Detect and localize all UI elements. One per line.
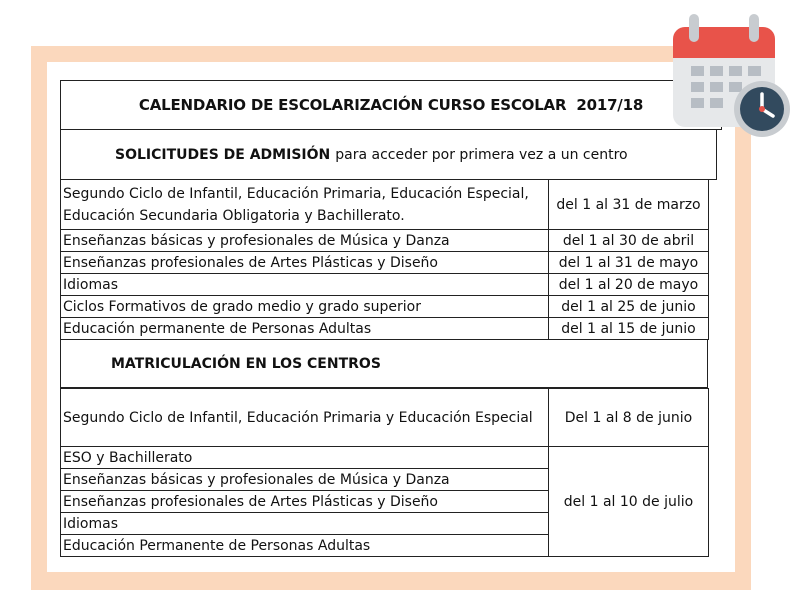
row-label: Enseñanzas básicas y profesionales de Música y Danza: [61, 469, 549, 491]
row-date: del 1 al 31 de marzo: [549, 180, 709, 230]
row-date: del 1 al 30 de abril: [549, 230, 709, 252]
row-label-line2: Educación Secundaria Obligatoria y Bachillerato.: [63, 207, 405, 224]
row-label: Enseñanzas profesionales de Artes Plásticas y Diseño: [61, 252, 549, 274]
row-label: Idiomas: [61, 274, 549, 296]
solicitudes-heading: [60, 130, 717, 180]
matriculacion-heading: [60, 340, 708, 388]
matriculacion-heading-text: MATRICULACIÓN EN LOS CENTROS: [111, 355, 381, 372]
row-date: del 1 al 31 de mayo: [549, 252, 709, 274]
table-row: [61, 318, 709, 340]
table-row: [61, 252, 709, 274]
row-label: ESO y Bachillerato: [61, 447, 549, 469]
table-row: [61, 180, 709, 230]
row-label: Enseñanzas profesionales de Artes Plásticas y Diseño: [61, 491, 549, 513]
table-row: [61, 274, 709, 296]
calendar-clock-icon: [669, 12, 794, 142]
row-label: Idiomas: [61, 513, 549, 535]
table-row: [61, 296, 709, 318]
row-date: del 1 al 15 de junio: [549, 318, 709, 340]
solicitudes-table: [60, 179, 709, 340]
title-text: CALENDARIO DE ESCOLARIZACIÓN CURSO ESCOLAR 2017/18: [138, 96, 644, 114]
row-label: Educación Permanente de Personas Adultas: [61, 535, 549, 557]
row-date: del 1 al 25 de junio: [549, 296, 709, 318]
row-label-line1: Segundo Ciclo de Infantil, Educación Primaria, Educación Especial,: [63, 185, 529, 202]
solicitudes-heading-bold: SOLICITUDES DE ADMISIÓN: [115, 146, 331, 163]
row-label: Educación permanente de Personas Adultas: [61, 318, 549, 340]
row-label: Ciclos Formativos de grado medio y grado superior: [61, 296, 549, 318]
matriculacion-table: [60, 388, 709, 557]
table-row: [61, 447, 709, 469]
page-title: [60, 80, 722, 130]
group-date: del 1 al 10 de julio: [549, 447, 709, 557]
row-date: Del 1 al 8 de junio: [549, 389, 709, 447]
solicitudes-heading-rest: para acceder por primera vez a un centro: [335, 146, 628, 163]
table-row: [61, 230, 709, 252]
row-label: [61, 180, 549, 230]
row-label: Enseñanzas básicas y profesionales de Música y Danza: [61, 230, 549, 252]
table-row: [61, 389, 709, 447]
row-date: del 1 al 20 de mayo: [549, 274, 709, 296]
row-label: Segundo Ciclo de Infantil, Educación Primaria y Educación Especial: [61, 389, 549, 447]
